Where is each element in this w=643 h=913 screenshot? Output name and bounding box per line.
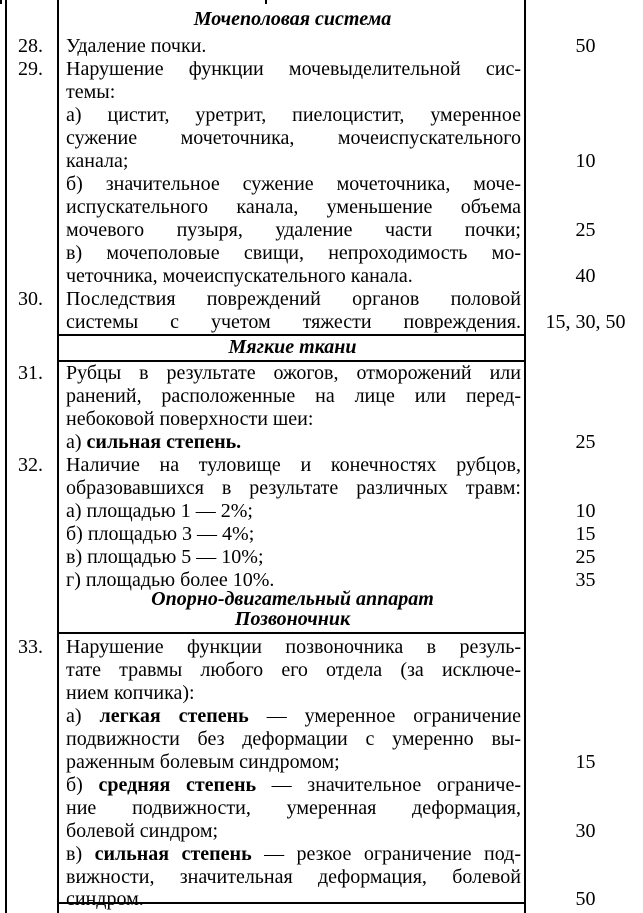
item-number: 33. <box>18 636 43 658</box>
entry-line <box>0 477 643 500</box>
severity-label: сильная степень <box>94 843 252 865</box>
subsection-heading: Позвоночник <box>234 608 351 630</box>
subitem-text: б) значительное сужение мочеточника, моче- <box>66 173 521 195</box>
entry-line <box>0 431 643 454</box>
item-value: 15, 30, 50 <box>545 311 626 333</box>
entry-line <box>0 81 643 104</box>
item-number: 29. <box>18 58 43 80</box>
subitem-text: сужение мочеточника, мочеиспускательного <box>66 127 521 149</box>
entry-line <box>0 843 643 866</box>
subitem-value: 25 <box>575 219 596 241</box>
subitem-prefix: в) <box>66 843 95 865</box>
item-number: 31. <box>18 362 43 384</box>
entry-line <box>0 173 643 196</box>
subitem-value: 15 <box>575 751 596 773</box>
severity-label: сильная степень. <box>86 431 242 453</box>
top-tick <box>265 0 267 4</box>
item-text: Нарушение функции позвоночника в резуль- <box>66 636 521 658</box>
item-text: системы с учетом тяжести повреждения. <box>66 311 521 333</box>
subitem-description: — умеренное ограничение <box>248 705 521 727</box>
entry-line <box>0 523 643 546</box>
section-heading-line <box>0 608 643 631</box>
item-text: нием копчика): <box>66 682 195 704</box>
subitem-text: а) цистит, уретрит, пиелоцистит, умеренное <box>66 104 521 126</box>
item-text: Удаление почки. <box>66 35 207 57</box>
subitem-text: испускательного канала, уменьшение объема <box>66 196 521 218</box>
entry-line <box>0 58 643 81</box>
subitem-text: канала; <box>66 150 129 172</box>
entry-line <box>0 659 643 682</box>
subitem-value: 50 <box>575 888 596 910</box>
entry-line <box>0 751 643 774</box>
subitem-text: в) мочеполовые свищи, непроходимость мо- <box>66 242 521 264</box>
entry-line <box>0 127 643 150</box>
item-text: Рубцы в результате ожогов, отморожений или <box>66 362 521 384</box>
item-text: тате травмы любого его отдела (за исключе- <box>66 659 521 681</box>
subitem-value: 25 <box>575 431 596 453</box>
entry-line <box>0 797 643 820</box>
subitem-text: подвижности без деформации с умеренно вы- <box>66 728 521 750</box>
severity-label: средняя степень <box>98 774 257 796</box>
subitem-text <box>66 843 521 866</box>
item-text: Последствия повреждений органов половой <box>66 288 521 310</box>
entry-line <box>0 35 643 58</box>
subitem-text <box>66 705 521 728</box>
item-text: ранений, расположенные на лице или перед- <box>66 385 521 407</box>
subitem-value: 25 <box>575 546 596 568</box>
subitem-text <box>66 431 521 454</box>
subitem-value: 10 <box>575 500 596 522</box>
section-heading: Мочеполовая система <box>193 8 392 30</box>
item-text: образовавшихся в результате различных травм: <box>66 477 521 499</box>
subitem-text: мочевого пузыря, удаление части почки; <box>66 219 521 241</box>
subitem-prefix: б) <box>66 774 99 796</box>
entry-line <box>0 774 643 797</box>
entry-line <box>0 705 643 728</box>
subitem-value: 35 <box>575 569 596 591</box>
item-text: Наличие на туловище и конечностях рубцов, <box>66 454 521 476</box>
subitem-prefix: а) <box>66 705 100 727</box>
entry-line <box>0 636 643 659</box>
subitem-text: ние подвижности, умеренная деформация, <box>66 797 521 819</box>
entry-line <box>0 682 643 705</box>
subitem-text <box>66 774 521 797</box>
entry-line <box>0 288 643 311</box>
subitem-text: г) площадью более 10%. <box>66 569 275 591</box>
item-text: небоковой поверхности шеи: <box>66 408 314 430</box>
subitem-text: раженным болевым синдромом; <box>66 751 340 773</box>
entry-line <box>0 888 643 911</box>
item-text: темы: <box>66 81 116 103</box>
entry-line <box>0 150 643 173</box>
section-heading: Мягкие ткани <box>228 336 357 358</box>
section-heading: Опорно-двигательный аппарат <box>151 588 434 610</box>
subitem-text: б) площадью 3 — 4%; <box>66 523 255 545</box>
subitem-text: а) площадью 1 — 2%; <box>66 500 253 522</box>
top-tick <box>0 0 2 4</box>
row-rule <box>57 632 526 634</box>
item-number: 32. <box>18 454 43 476</box>
severity-label: легкая степень <box>99 705 249 727</box>
entry-line <box>0 242 643 265</box>
entry-line <box>0 500 643 523</box>
subitem-text: синдром. <box>66 888 144 910</box>
item-value: 50 <box>575 35 596 57</box>
entry-line <box>0 385 643 408</box>
subitem-text: болевой синдром; <box>66 820 219 842</box>
subitem-value: 40 <box>575 265 596 287</box>
section-heading-line <box>0 8 643 31</box>
entry-line <box>0 866 643 889</box>
subitem-text: в) площадью 5 — 10%; <box>66 546 264 568</box>
subitem-text: четочника, мочеиспускательного канала. <box>66 265 413 287</box>
subitem-value: 10 <box>575 150 596 172</box>
entry-line <box>0 546 643 569</box>
item-text: Нарушение функции мочевыделительной сис- <box>66 58 521 80</box>
item-number: 28. <box>18 35 43 57</box>
subitem-value: 15 <box>575 523 596 545</box>
subitem-prefix: а) <box>66 431 87 453</box>
subitem-description: — значительное ограниче- <box>256 774 521 796</box>
item-number: 30. <box>18 288 43 310</box>
entry-line <box>0 265 643 288</box>
entry-line <box>0 454 643 477</box>
section-heading-line <box>0 336 643 359</box>
entry-line <box>0 820 643 843</box>
subitem-text: вижности, значительная деформация, болевой <box>66 866 521 888</box>
entry-line <box>0 311 643 334</box>
entry-line <box>0 104 643 127</box>
entry-line <box>0 219 643 242</box>
subitem-value: 30 <box>575 820 596 842</box>
entry-line <box>0 196 643 219</box>
subitem-description: — резкое ограничение под- <box>251 843 521 865</box>
entry-line <box>0 408 643 431</box>
entry-line <box>0 362 643 385</box>
entry-line <box>0 728 643 751</box>
